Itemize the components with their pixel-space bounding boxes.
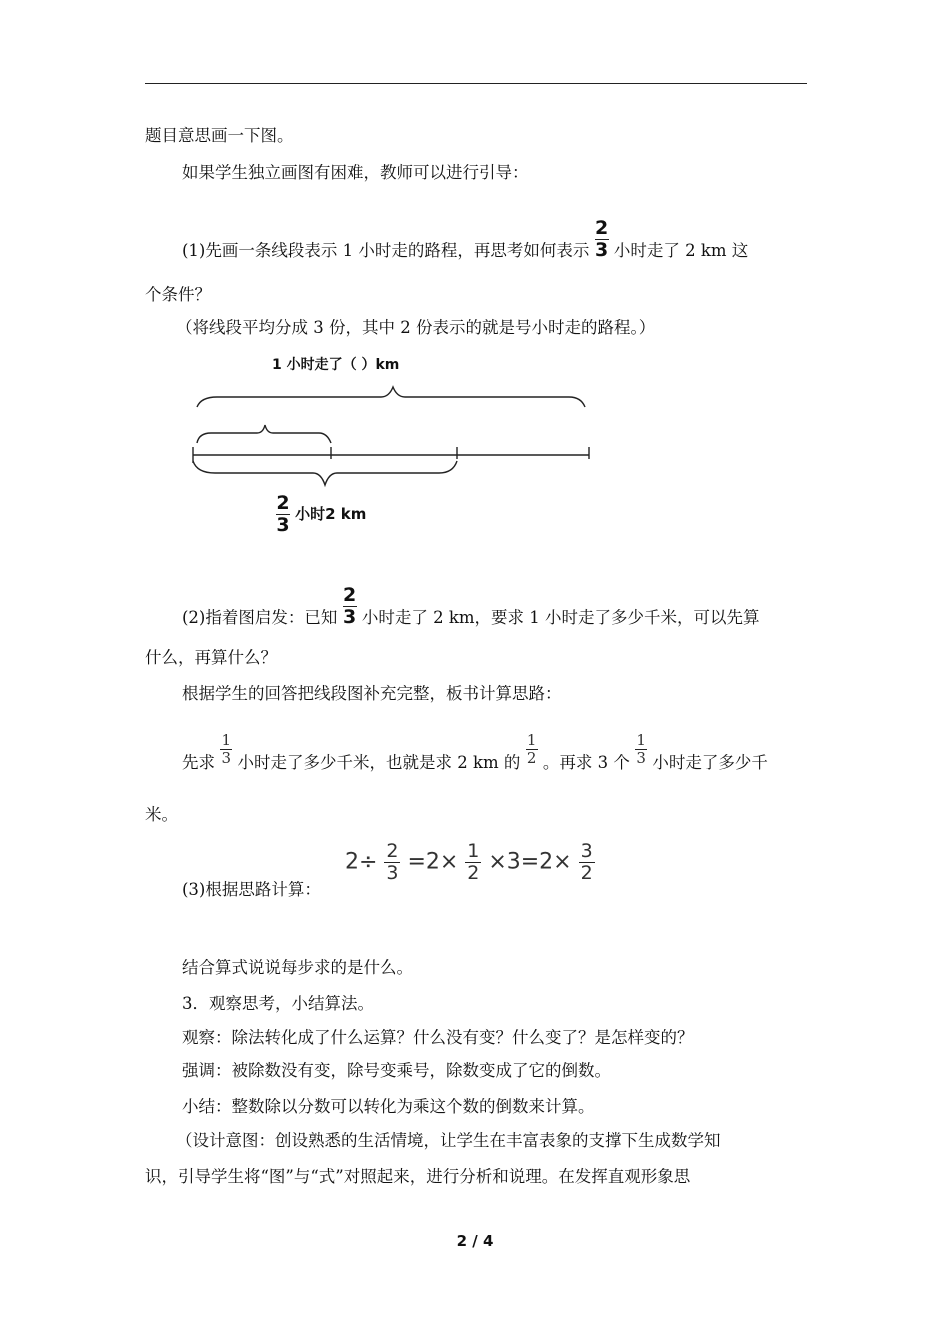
line-segment-diagram (185, 385, 595, 495)
paragraph: 观察：除法转化成了什么运算？什么没有变？什么变了？是怎样变的？ (182, 1028, 694, 1047)
paragraph: 个条件？ (145, 285, 211, 304)
equation: 2÷ $\frac{2}{3}$ =2× $\frac{1}{2}$ ×3=2× $\frac{3}{2}$ (345, 840, 593, 884)
fraction-two-thirds: $\frac{2}{3}$ (343, 584, 357, 628)
diagram-top-label: 1 小时走了（ ）km (272, 357, 400, 373)
diagram-bottom-label-group (276, 494, 366, 535)
fraction-one-third: $\frac{1}{3}$ (221, 731, 232, 767)
text: (2)指着图启发：已知 (182, 608, 338, 627)
page-number: 2 / 4 (456, 1232, 494, 1250)
section-heading: 3．观察思考，小结算法。 (182, 994, 374, 1013)
paragraph: （设计意图：创设熟悉的生活情境，让学生在丰富表象的支撑下生成数学知 (176, 1131, 721, 1150)
text: 小时走了 2 km，要求 1 小时走了多少千米，可以先算 (361, 608, 760, 627)
paragraph: 米。 (145, 805, 178, 824)
paragraph-reasoning (182, 731, 768, 780)
fraction-two-thirds: $\frac{2}{3}$ (276, 492, 290, 536)
paragraph: （将线段平均分成 3 份，其中 2 份表示的就是号小时走的路程。） (176, 318, 656, 337)
text: 先求 (182, 753, 215, 772)
paragraph: 题目意思画一下图。 (145, 126, 294, 145)
text: (1)先画一条线段表示 1 小时走的路程，再思考如何表示 (182, 241, 590, 260)
paragraph-step1 (182, 217, 749, 272)
fraction-one-third: $\frac{1}{3}$ (636, 731, 646, 767)
fraction-one-half: $\frac{1}{2}$ (526, 731, 537, 767)
paragraph: 结合算式说说每步求的是什么。 (182, 958, 413, 977)
paragraph: (3)根据思路计算： (182, 880, 321, 899)
fraction: $\frac{2}{3}$ (386, 840, 399, 884)
paragraph: 根据学生的回答把线段图补充完整，板书计算思路： (182, 684, 562, 703)
text: 。再求 3 个 (542, 753, 630, 772)
paragraph-step2 (182, 584, 760, 639)
fraction-two-thirds: $\frac{2}{3}$ (595, 217, 609, 261)
fraction: $\frac{1}{2}$ (467, 840, 480, 884)
text: 小时走了多少千米，也就是求 2 km 的 (237, 753, 521, 772)
text: 小时走了多少千 (652, 753, 768, 772)
header-rule (145, 83, 807, 84)
paragraph: 识，引导学生将“图”与“式”对照起来，进行分析和说理。在发挥直观形象思 (145, 1167, 691, 1186)
paragraph: 如果学生独立画图有困难，教师可以进行引导： (182, 163, 529, 182)
paragraph: 小结：整数除以分数可以转化为乘这个数的倒数来计算。 (182, 1097, 595, 1116)
paragraph: 什么，再算什么？ (145, 648, 277, 667)
text: 小时走了 2 km 这 (613, 241, 749, 260)
fraction: $\frac{3}{2}$ (580, 840, 593, 884)
diagram-bottom-label: 小时2 km (295, 505, 367, 523)
paragraph: 强调：被除数没有变，除号变乘号，除数变成了它的倒数。 (182, 1061, 611, 1080)
